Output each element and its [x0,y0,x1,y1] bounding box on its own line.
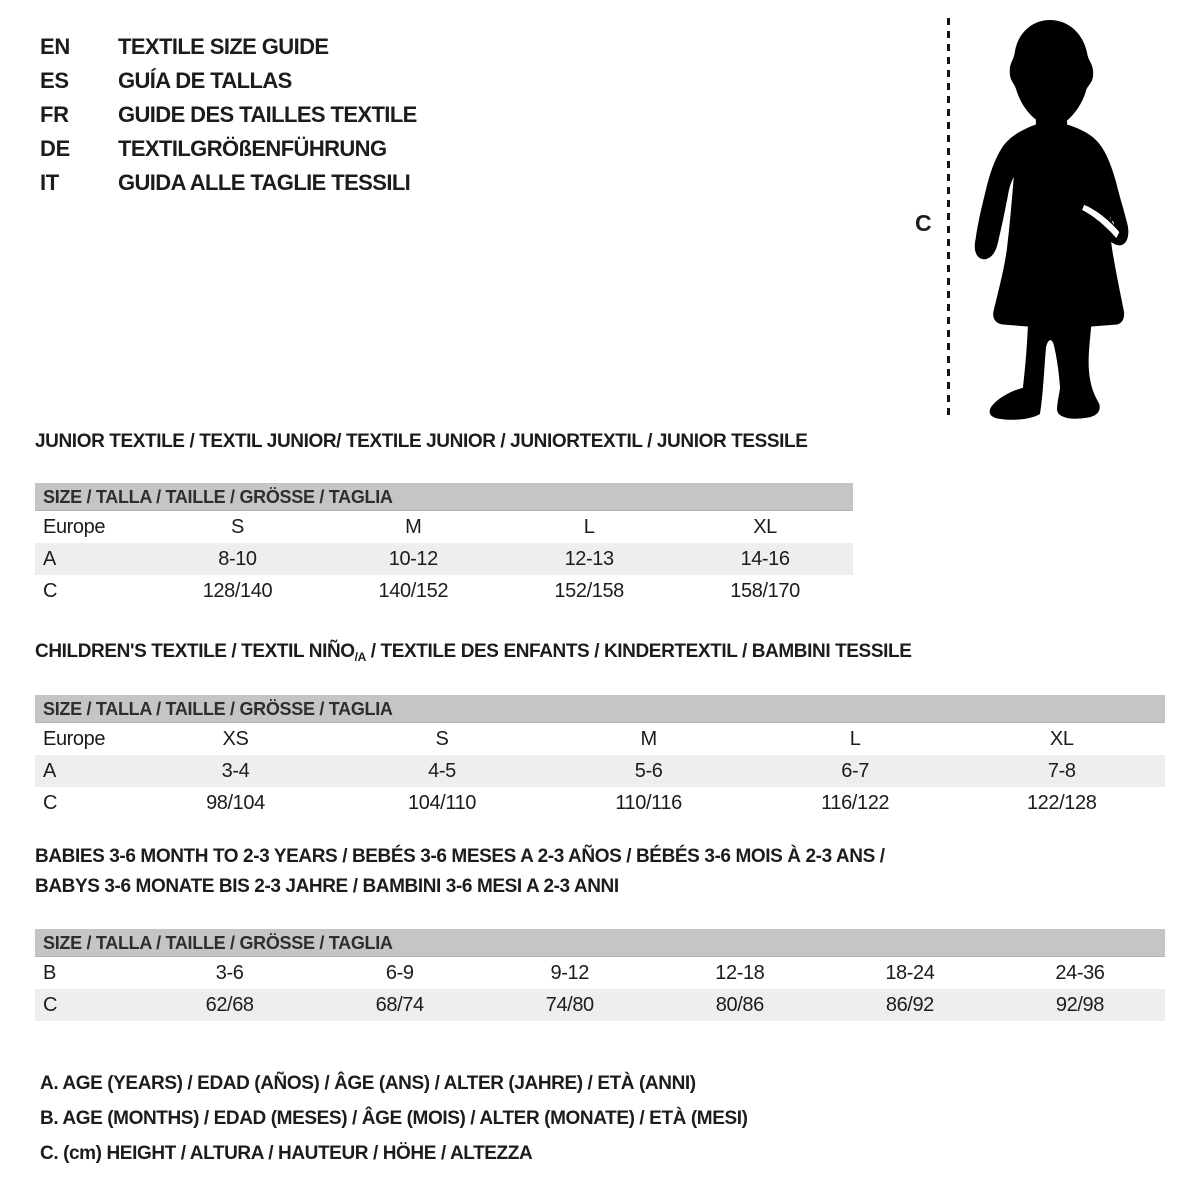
table-cell: 158/170 [730,579,800,602]
table-cell: 7-8 [958,755,1165,787]
table-cell: 80/86 [655,989,825,1021]
legend-line-a: A. AGE (YEARS) / EDAD (AÑOS) / ÂGE (ANS) / ALTER (JAHRE) / ETÀ (ANNI) [40,1073,696,1094]
table-cell: 110/116 [615,791,682,814]
junior-textile-section [35,430,853,607]
table-cell: 98/104 [206,791,265,814]
toddler-silhouette-icon [969,18,1141,420]
table-cell: L [849,727,861,750]
table-cell: 128/140 [202,579,273,602]
table-row [35,755,1165,787]
legend-line-b: B. AGE (MONTHS) / EDAD (MESES) / ÂGE (MOIS) / ALTER (MONATE) / ETÀ (MESI) [40,1108,748,1129]
table-cell: 12-18 [715,961,765,984]
table-row [35,511,853,543]
babies-section-title-line2: BABYS 3-6 MONATE BIS 2-3 JAHRE / BAMBINI 3-6 MESI A 2-3 ANNI [35,876,619,897]
table-cell: 68/74 [315,989,485,1021]
table-cell: XL [1049,727,1074,750]
table-cell: M [640,727,657,750]
language-label: TEXTILE SIZE GUIDE [118,34,329,59]
table-cell: L [583,515,595,538]
row-label: C [35,989,145,1021]
table-row [35,723,1165,755]
row-label: C [43,791,58,814]
table-cell: XL [753,515,777,538]
table-cell: 8-10 [150,543,326,575]
table-row [35,575,853,607]
table-cell: S [230,515,244,538]
row-label: B [43,961,56,984]
junior-size-table [35,511,853,607]
language-code: FR [40,102,69,127]
babies-size-header: SIZE / TALLA / TAILLE / GRÖSSE / TAGLIA [35,929,1165,957]
row-label: A [35,755,132,787]
measure-c-label: C [915,210,932,236]
language-row-it [40,166,417,200]
table-cell: 6-9 [385,961,414,984]
table-cell: 122/128 [1026,791,1097,814]
children-textile-section [35,640,1165,819]
table-cell: 92/98 [995,989,1165,1021]
language-code: ES [40,68,69,93]
table-cell: 5-6 [545,755,752,787]
language-code: IT [40,170,59,195]
language-label: GUÍA DE TALLAS [118,68,292,93]
table-cell: 12-13 [501,543,677,575]
language-row-de [40,132,417,166]
height-measure-figure [905,12,1155,424]
junior-section-title: JUNIOR TEXTILE / TEXTIL JUNIOR/ TEXTILE JUNIOR / JUNIORTEXTIL / JUNIOR TESSILE [35,431,808,452]
babies-section-title-line1: BABIES 3-6 MONTH TO 2-3 YEARS / BEBÉS 3-6 MESES A 2-3 AÑOS / BÉBÉS 3-6 MOIS À 2-3 ANS / [35,846,885,867]
row-label: Europe [43,727,106,750]
row-label: C [43,579,58,602]
table-cell: 18-24 [885,961,935,984]
children-section-title: CHILDREN'S TEXTILE / TEXTIL $NIÑO_{/A}$ / TEXTILE DES ENFANTS / KINDERTEXTIL / BAMBINI TESSILE [35,641,912,664]
language-label: GUIDE DES TAILLES TEXTILE [118,102,417,127]
table-cell: 24-36 [1055,961,1105,984]
children-size-header: SIZE / TALLA / TAILLE / GRÖSSE / TAGLIA [35,695,1165,723]
table-cell: 9-12 [550,961,589,984]
table-cell: 86/92 [825,989,995,1021]
language-row-fr [40,98,417,132]
table-row [35,787,1165,819]
table-cell: 104/110 [408,791,477,814]
table-cell: XS [222,727,249,750]
language-label: TEXTILGRÖßENFÜHRUNG [118,136,387,161]
table-cell: 140/152 [378,579,449,602]
table-cell: 6-7 [752,755,959,787]
measurement-legend [40,1066,748,1171]
table-cell: S [435,727,449,750]
table-cell: 116/122 [821,791,890,814]
language-label: GUIDA ALLE TAGLIE TESSILI [118,170,411,195]
table-row [35,543,853,575]
table-row [35,957,1165,989]
table-cell: 4-5 [339,755,546,787]
legend-line-c: C. (cm) HEIGHT / ALTURA / HAUTEUR / HÖHE / ALTEZZA [40,1143,533,1164]
language-code: DE [40,136,70,161]
babies-textile-section [35,842,1165,1021]
table-cell: 3-4 [132,755,339,787]
table-row [35,989,1165,1021]
table-cell: 3-6 [215,961,244,984]
row-label: A [35,543,150,575]
language-row-es [40,64,417,98]
table-cell: 152/158 [554,579,624,602]
table-cell: 62/68 [145,989,315,1021]
title-subscript: /A [354,650,366,664]
language-row-en [40,30,417,64]
table-cell: 14-16 [677,543,853,575]
dashed-measure-line [947,18,950,418]
children-size-table [35,723,1165,819]
row-label: Europe [43,515,106,538]
babies-size-table [35,957,1165,1021]
language-list [40,30,417,200]
language-code: EN [40,34,70,59]
table-cell: 74/80 [485,989,655,1021]
table-cell: 10-12 [325,543,501,575]
junior-size-header: SIZE / TALLA / TAILLE / GRÖSSE / TAGLIA [35,483,853,511]
table-cell: M [405,515,422,538]
